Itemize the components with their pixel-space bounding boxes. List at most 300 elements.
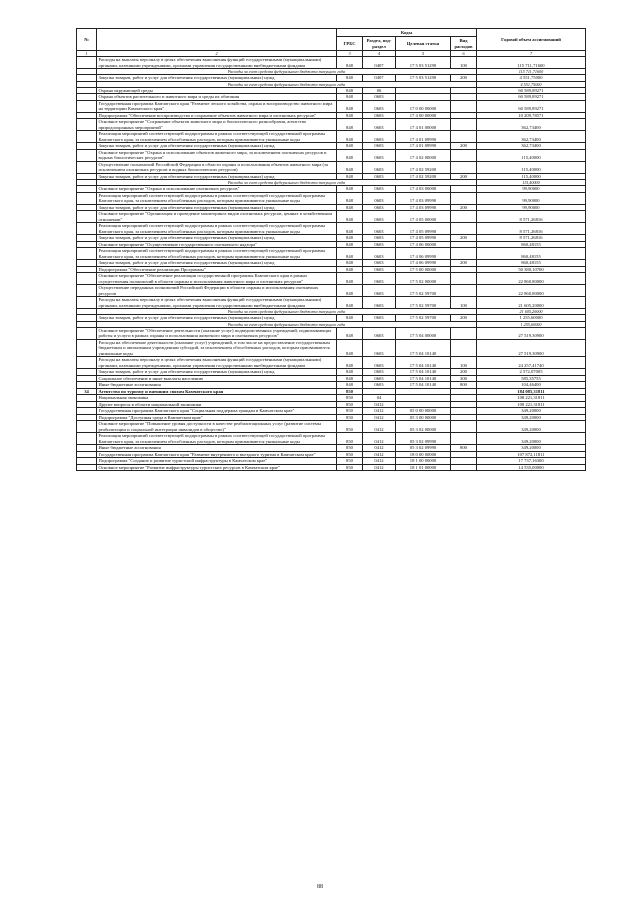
cell-number: [77, 433, 97, 445]
cell-razdel: 0603: [363, 94, 396, 101]
cell-name: Осуществление полномочий Российской Федерации в области охраны и использования объектов животного мира (за исключением охотничьих ресурсов и водных биологических ресурсов): [97, 161, 337, 173]
cell-grbs: 848: [337, 266, 363, 273]
cell-vr: 200: [451, 204, 477, 211]
cell-csr: 17 5 04 10140: [396, 339, 451, 357]
note-text: Расходы за счет средств федерального бюджета текущего года: [97, 81, 477, 87]
cell-amount: 21 605,20000: [477, 309, 586, 315]
header-sum: Годовой объем ассигнований: [477, 29, 586, 51]
cell-csr: 05 0 00 00000: [396, 408, 451, 415]
cell-grbs: 848: [337, 161, 363, 173]
cell-amount: 8 571,26816: [477, 235, 586, 242]
cell-grbs: 850: [337, 408, 363, 415]
cell-csr: 17 5 04 00000: [396, 327, 451, 339]
column-index: 4: [363, 51, 396, 57]
cell-amount: 22 860,80000: [477, 285, 586, 297]
cell-vr: [451, 248, 477, 260]
cell-name: Реализация мероприятий соответствующей подпрограммы в рамках соответствующей государственной программы Камчатского края, за исключением обособленных расходов, которым присваиваются уникальные коды: [97, 131, 337, 143]
cell-vr: 800: [451, 445, 477, 452]
cell-name: Расходы на выплаты персоналу в целях обеспечения выполнения функций государственными (муниципальными) органами, казенными учреждениями, органами управления государственными внебюджетными фондами: [97, 297, 337, 309]
column-index: 1: [77, 51, 97, 57]
cell-csr: 17 5 00 00000: [396, 266, 451, 273]
cell-csr: 17 5 04 10140: [396, 375, 451, 382]
cell-razdel: 0603: [363, 161, 396, 173]
page-number: 88: [317, 884, 323, 890]
cell-csr: 17 4 03 00000: [396, 186, 451, 193]
cell-grbs: 850: [337, 388, 363, 395]
cell-grbs: 850: [337, 414, 363, 421]
cell-razdel: 0603: [363, 223, 396, 235]
cell-number: [77, 211, 97, 223]
cell-name: Охрана окружающей среды: [97, 87, 337, 94]
cell-name: Реализация мероприятий соответствующей подпрограммы в рамках соответствующей государственной программы Камчатского края, за исключением обособленных расходов, которым присваиваются уникальные коды: [97, 248, 337, 260]
cell-name: Осуществление переданных полномочий Российской Федерации в области охраны и использования охотничьих ресурсов: [97, 285, 337, 297]
cell-csr: 17 4 00 00000: [396, 112, 451, 119]
cell-grbs: 848: [337, 192, 363, 204]
cell-grbs: 848: [337, 260, 363, 267]
cell-grbs: 848: [337, 297, 363, 309]
cell-name: Охрана объектов растительного и животного мира и среды их обитания: [97, 94, 337, 101]
cell-name: Агентство по туризму и внешним связям Камчатского края: [97, 388, 337, 395]
cell-grbs: 848: [337, 173, 363, 180]
cell-number: [77, 223, 97, 235]
cell-amount: 184 085,31811: [477, 388, 586, 395]
cell-amount: 104,46400: [477, 382, 586, 389]
cell-number: [77, 149, 97, 161]
cell-csr: 17 4 01 00000: [396, 119, 451, 131]
cell-vr: 200: [451, 143, 477, 150]
cell-grbs: 848: [337, 211, 363, 223]
cell-csr: 17 4 02 59200: [396, 173, 451, 180]
cell-grbs: 848: [337, 87, 363, 94]
cell-grbs: 848: [337, 204, 363, 211]
cell-amount: 860,48155: [477, 241, 586, 248]
cell-amount: 8 571,26816: [477, 211, 586, 223]
cell-grbs: 850: [337, 451, 363, 458]
table-row: [77, 297, 586, 309]
cell-amount: 108 221,31811: [477, 401, 586, 408]
cell-vr: [451, 119, 477, 131]
cell-amount: 2 572,07005: [477, 369, 586, 376]
table-row: [77, 100, 586, 112]
cell-name: Подпрограмма "Обеспечение реализации Программы": [97, 266, 337, 273]
cell-csr: 05 3 02 09990: [396, 445, 451, 452]
cell-amount: 362,73400: [477, 119, 586, 131]
cell-csr: 17 5 02 59700: [396, 315, 451, 322]
cell-csr: 17 4 05 09990: [396, 235, 451, 242]
cell-grbs: 848: [337, 369, 363, 376]
cell-csr: 17 4 05 00000: [396, 211, 451, 223]
cell-razdel: 0603: [363, 119, 396, 131]
cell-csr: 17 4 06 09990: [396, 260, 451, 267]
cell-razdel: 0603: [363, 266, 396, 273]
cell-name: Подпрограмма "Создание и развитие туристской инфраструктуры в Камчатском крае": [97, 458, 337, 465]
cell-amount: 60 589,89271: [477, 100, 586, 112]
cell-razdel: 0407: [363, 75, 396, 82]
cell-razdel: 0603: [363, 327, 396, 339]
cell-amount: 860,48155: [477, 248, 586, 260]
cell-grbs: 848: [337, 75, 363, 82]
cell-amount: 108 221,31811: [477, 395, 586, 402]
cell-number: [77, 421, 97, 433]
note-text: Расходы за счет средств федерального бюджета текущего года: [97, 321, 477, 327]
cell-razdel: 0603: [363, 375, 396, 382]
cell-name: Основное мероприятие "Повышение уровня доступности в качестве реабилитационных услуг (развитие системы реабилитации и социальной интеграции инвалидов в общество)": [97, 421, 337, 433]
cell-grbs: 850: [337, 464, 363, 471]
cell-number: [77, 339, 97, 357]
cell-vr: 300: [451, 375, 477, 382]
cell-razdel: 0603: [363, 248, 396, 260]
cell-amount: 349,20000: [477, 408, 586, 415]
cell-grbs: 848: [337, 241, 363, 248]
table-row: [77, 192, 586, 204]
document-page: [76, 28, 585, 471]
cell-csr: 05 3 02 09990: [396, 433, 451, 445]
cell-number: [77, 57, 97, 69]
table-row: [77, 357, 586, 369]
table-row: [77, 223, 586, 235]
table-row: [77, 285, 586, 297]
cell-name: Основное мероприятие "Сохранение объектов животного мира и биологического разнообразия, агентство природоохранных мероприятий": [97, 119, 337, 131]
cell-csr: 17 5 03 51290: [396, 75, 451, 82]
cell-razdel: 0412: [363, 401, 396, 408]
cell-name: Закупка товаров, работ и услуг для обеспечения государственных (муниципальных) нужд: [97, 235, 337, 242]
cell-amount: 99,90000: [477, 192, 586, 204]
cell-name: Основное мероприятие "Развитие инфраструктуры туристских ресурсов в Камчатском крае": [97, 464, 337, 471]
cell-csr: 17 4 03 09990: [396, 192, 451, 204]
cell-amount: 349,20000: [477, 421, 586, 433]
table-row: [77, 421, 586, 433]
cell-grbs: 850: [337, 458, 363, 465]
cell-grbs: 848: [337, 112, 363, 119]
cell-grbs: 848: [337, 100, 363, 112]
cell-razdel: 0603: [363, 149, 396, 161]
note-text: Расходы за счет средств федерального бюджета текущего года: [97, 69, 477, 75]
cell-number: 34: [77, 388, 97, 395]
cell-name: Иные бюджетные ассигнования: [97, 382, 337, 389]
cell-name: Закупка товаров, работ и услуг для обеспечения государственных (муниципальных) нужд: [97, 315, 337, 322]
cell-amount: 115,40000: [477, 180, 586, 186]
cell-razdel: 0412: [363, 433, 396, 445]
table-row: [77, 131, 586, 143]
cell-razdel: 0603: [363, 112, 396, 119]
cell-amount: 362,73400: [477, 143, 586, 150]
cell-grbs: 848: [337, 235, 363, 242]
cell-name: Государственная программа Камчатского края "Социальная поддержка граждан в Камчатском крае": [97, 408, 337, 415]
cell-number: [77, 131, 97, 143]
cell-amount: 50 380,10700: [477, 266, 586, 273]
cell-amount: 362,73400: [477, 131, 586, 143]
cell-csr: 17 5 04 10140: [396, 357, 451, 369]
cell-number: [77, 248, 97, 260]
cell-name: Расходы на обеспечение деятельности (оказание услуг) учреждений, в том числе на предоставление государственным бюджетным и автономным учреждениям субсидий, за исключением обособленных расходов, которым присваиваются уникальные коды: [97, 339, 337, 357]
cell-vr: [451, 421, 477, 433]
cell-razdel: 0603: [363, 369, 396, 376]
cell-vr: 200: [451, 315, 477, 322]
cell-razdel: 0603: [363, 315, 396, 322]
cell-csr: 17 4 05 09990: [396, 223, 451, 235]
cell-razdel: 0603: [363, 260, 396, 267]
cell-amount: 1 255,60000: [477, 321, 586, 327]
table-row: [77, 273, 586, 285]
cell-csr: 18 0 00 00000: [396, 451, 451, 458]
cell-grbs: 850: [337, 421, 363, 433]
cell-vr: 200: [451, 75, 477, 82]
cell-vr: [451, 464, 477, 471]
column-index: 7: [477, 51, 586, 57]
cell-amount: 107 872,11811: [477, 451, 586, 458]
cell-amount: 115,40000: [477, 161, 586, 173]
cell-vr: [451, 149, 477, 161]
cell-razdel: 06: [363, 87, 396, 94]
cell-name: Закупка товаров, работ и услуг для обеспечения государственных (муниципальных) нужд: [97, 260, 337, 267]
cell-amount: 115 711,71600: [477, 57, 586, 69]
header-razdel: Раздел, под-раздел: [363, 37, 396, 51]
cell-name: Государственная программа Камчатского края "Развитие лесного хозяйства, охрана и воспроизводство животного мира на территории Камчатского края": [97, 100, 337, 112]
cell-razdel: 0603: [363, 241, 396, 248]
header-grbs: ГРБС: [337, 37, 363, 51]
cell-amount: 10 209,78571: [477, 112, 586, 119]
cell-amount: 1 255,60000: [477, 315, 586, 322]
header-name: [97, 29, 337, 51]
cell-razdel: 0603: [363, 173, 396, 180]
note-text: Расходы за счет средств федерального бюджета текущего года: [97, 180, 477, 186]
cell-name: Другие вопросы в области национальной экономики: [97, 401, 337, 408]
header-vr: Вид расходов: [451, 37, 477, 51]
cell-vr: 100: [451, 357, 477, 369]
cell-grbs: 848: [337, 327, 363, 339]
cell-name: Основное мероприятие "Осуществление государственного охотничьего надзора": [97, 241, 337, 248]
cell-grbs: 848: [337, 382, 363, 389]
cell-vr: 200: [451, 369, 477, 376]
cell-name: Основное мероприятие "Обеспечение реализации государственной программы Камчатского края в рамках осуществления полномочий в области охраны и использования животного мира и охотничьих ресурсов": [97, 273, 337, 285]
cell-number: [77, 100, 97, 112]
table-row: [77, 211, 586, 223]
cell-amount: 24 257,41740: [477, 357, 586, 369]
cell-csr: 17 4 01 09990: [396, 143, 451, 150]
cell-razdel: 0603: [363, 285, 396, 297]
cell-grbs: 850: [337, 445, 363, 452]
cell-number: [77, 327, 97, 339]
table-row: [77, 149, 586, 161]
cell-name: Основное мероприятие "Обеспечение деятельности (оказание услуг) подведомственных учреждений, подвизывающих работы и услуги в рамках охраны и использования животного мира и охотничьих ресурсов": [97, 327, 337, 339]
cell-csr: 17 5 02 59700: [396, 285, 451, 297]
cell-amount: 8 571,26816: [477, 223, 586, 235]
cell-name: Закупка товаров, работ и услуг для обеспечения государственных (муниципальных) нужд: [97, 75, 337, 82]
cell-amount: 60 589,89271: [477, 94, 586, 101]
cell-name: Реализация мероприятий соответствующей подпрограммы в рамках соответствующей государственной программы Камчатского края, за исключением обособленных расходов, которым присваиваются уникальные коды: [97, 223, 337, 235]
cell-amount: 99,90000: [477, 204, 586, 211]
cell-number: [77, 273, 97, 285]
cell-number: [77, 357, 97, 369]
cell-grbs: 850: [337, 401, 363, 408]
cell-razdel: 0603: [363, 297, 396, 309]
cell-amount: 60 589,89271: [477, 87, 586, 94]
cell-vr: 800: [451, 382, 477, 389]
cell-name: Подпрограмма "Доступная среда в Камчатском крае": [97, 414, 337, 421]
cell-razdel: 0603: [363, 204, 396, 211]
cell-razdel: 0603: [363, 382, 396, 389]
cell-vr: [451, 223, 477, 235]
cell-amount: 27 519,30900: [477, 339, 586, 357]
cell-vr: [451, 327, 477, 339]
cell-name: Закупка товаров, работ и услуг для обеспечения государственных (муниципальных) нужд: [97, 204, 337, 211]
cell-amount: 21 605,20000: [477, 297, 586, 309]
cell-razdel: 0603: [363, 357, 396, 369]
cell-razdel: 0603: [363, 131, 396, 143]
cell-vr: [451, 339, 477, 357]
table-row: [77, 433, 586, 445]
cell-amount: 115,40000: [477, 149, 586, 161]
column-index: 6: [451, 51, 477, 57]
table-row: [77, 327, 586, 339]
cell-csr: 17 4 06 09990: [396, 248, 451, 260]
budget-table: [76, 28, 586, 471]
cell-vr: [451, 161, 477, 173]
cell-csr: 17 4 06 00000: [396, 241, 451, 248]
table-header: [77, 29, 586, 57]
column-index: 5: [396, 51, 451, 57]
cell-name: Подпрограмма "Обеспечение воспроизводства и сохранение объектов животного мира и охотничьих ресурсов": [97, 112, 337, 119]
cell-grbs: 848: [337, 339, 363, 357]
cell-grbs: 848: [337, 186, 363, 193]
cell-amount: 4 551,75000: [477, 75, 586, 82]
cell-amount: 4 551,75000: [477, 81, 586, 87]
cell-name: Закупка товаров, работ и услуг для обеспечения государственных (муниципальных) нужд: [97, 143, 337, 150]
column-index: 2: [97, 51, 337, 57]
table-row: [77, 161, 586, 173]
cell-grbs: 848: [337, 149, 363, 161]
cell-csr: 18 1 01 00000: [396, 464, 451, 471]
cell-grbs: 848: [337, 131, 363, 143]
cell-name: Закупка товаров, работ и услуг для обеспечения государственных (муниципальных) нужд: [97, 173, 337, 180]
cell-razdel: 0407: [363, 57, 396, 69]
header-num: №: [77, 29, 97, 51]
cell-name: Расходы на выплаты персоналу в целях обеспечения выполнения функций государственными (муниципальными) органами, казенными учреждениями, органами управления государственными внебюджетными фондами: [97, 57, 337, 69]
cell-csr: 17 0 00 00000: [396, 100, 451, 112]
cell-razdel: 04: [363, 395, 396, 402]
cell-vr: 200: [451, 235, 477, 242]
cell-amount: 349,20000: [477, 433, 586, 445]
cell-name: Закупка товаров, работ и услуг для обеспечения государственных (муниципальных) нужд: [97, 369, 337, 376]
cell-razdel: 0412: [363, 458, 396, 465]
cell-razdel: 0412: [363, 408, 396, 415]
cell-name: Основное мероприятие "Охрана и использование объектов животного мира, за исключением охотничьих ресурсов и водных биологических ресурсов": [97, 149, 337, 161]
cell-razdel: 0603: [363, 211, 396, 223]
column-index: 3: [337, 51, 363, 57]
cell-amount: 860,48155: [477, 260, 586, 267]
cell-vr: [451, 285, 477, 297]
cell-name: Расходы на выплаты персоналу в целях обеспечения выполнения функций государственными (муниципальными) органами, казенными учреждениями, органами управления государственными внебюджетными фондами: [97, 357, 337, 369]
cell-grbs: 850: [337, 395, 363, 402]
cell-vr: 200: [451, 173, 477, 180]
cell-amount: 14 535,00000: [477, 464, 586, 471]
cell-name: Социальное обеспечение и иные выплаты населению: [97, 375, 337, 382]
cell-csr: 17 4 01 09990: [396, 131, 451, 143]
cell-name: Иные бюджетные ассигнования: [97, 445, 337, 452]
cell-vr: [451, 433, 477, 445]
cell-vr: [451, 273, 477, 285]
cell-amount: 17 737,16300: [477, 458, 586, 465]
cell-grbs: 848: [337, 143, 363, 150]
cell-razdel: 0603: [363, 235, 396, 242]
cell-name: Национальная экономика: [97, 395, 337, 402]
table-row: [77, 464, 586, 471]
table-row: [77, 339, 586, 357]
cell-amount: 27 519,30900: [477, 327, 586, 339]
header-csr: Целевая статья: [396, 37, 451, 51]
cell-vr: 200: [451, 260, 477, 267]
cell-grbs: 848: [337, 375, 363, 382]
cell-razdel: 0412: [363, 421, 396, 433]
header-codes: Коды: [337, 29, 477, 37]
cell-name: Реализация мероприятий соответствующей подпрограммы в рамках соответствующей государственной программы Камчатского края, за исключением обособленных расходов, которым присваиваются уникальные коды: [97, 433, 337, 445]
cell-csr: 05 3 00 00000: [396, 414, 451, 421]
cell-csr: 18 1 00 00000: [396, 458, 451, 465]
cell-razdel: 0603: [363, 100, 396, 112]
cell-csr: 17 5 04 10140: [396, 382, 451, 389]
cell-razdel: 0603: [363, 192, 396, 204]
note-text: Расходы за счет средств федерального бюджета текущего года: [97, 309, 477, 315]
cell-grbs: 848: [337, 285, 363, 297]
cell-csr: 17 5 02 59700: [396, 297, 451, 309]
cell-name: Основное мероприятие "Охрана и использование охотничьих ресурсов": [97, 186, 337, 193]
table-row: [77, 57, 586, 69]
cell-razdel: 0412: [363, 464, 396, 471]
cell-grbs: 848: [337, 273, 363, 285]
cell-razdel: 0603: [363, 143, 396, 150]
cell-grbs: 848: [337, 315, 363, 322]
cell-razdel: 0412: [363, 445, 396, 452]
cell-csr: 17 5 03 51290: [396, 57, 451, 69]
cell-grbs: 848: [337, 94, 363, 101]
cell-razdel: 0603: [363, 186, 396, 193]
cell-razdel: 0603: [363, 339, 396, 357]
cell-number: [77, 192, 97, 204]
cell-vr: [451, 100, 477, 112]
cell-vr: [451, 192, 477, 204]
cell-number: [77, 119, 97, 131]
cell-csr: 17 5 04 10140: [396, 369, 451, 376]
cell-grbs: 850: [337, 433, 363, 445]
cell-csr: 17 5 02 00000: [396, 273, 451, 285]
cell-number: [77, 161, 97, 173]
cell-vr: 100: [451, 57, 477, 69]
cell-name: Реализация мероприятий соответствующей подпрограммы в рамках соответствующей государственной программы Камчатского края, за исключением обособленных расходов, которым присваиваются уникальные коды: [97, 192, 337, 204]
cell-razdel: 0412: [363, 451, 396, 458]
table-row: [77, 248, 586, 260]
cell-amount: 115,40000: [477, 173, 586, 180]
cell-csr: 17 4 02 00000: [396, 149, 451, 161]
cell-number: [77, 297, 97, 309]
cell-razdel: 0603: [363, 273, 396, 285]
cell-vr: [451, 211, 477, 223]
cell-grbs: 848: [337, 248, 363, 260]
cell-number: [77, 464, 97, 471]
cell-grbs: 848: [337, 119, 363, 131]
cell-csr: 17 4 02 59200: [396, 161, 451, 173]
cell-grbs: 848: [337, 57, 363, 69]
cell-csr: 17 4 03 09990: [396, 204, 451, 211]
cell-name: Государственная программа Камчатского края "Развитие внутреннего и въездного туризма в Камчатском крае": [97, 451, 337, 458]
cell-name: Основное мероприятие "Организация и проведение мониторинга видов охотничьих ресурсов, ценных в хозяйственном отношении": [97, 211, 337, 223]
cell-vr: [451, 131, 477, 143]
cell-amount: 585,35755: [477, 375, 586, 382]
cell-csr: 05 3 02 00000: [396, 421, 451, 433]
cell-amount: 99,90000: [477, 186, 586, 193]
cell-grbs: 848: [337, 223, 363, 235]
cell-vr: 100: [451, 297, 477, 309]
cell-amount: 349,20000: [477, 414, 586, 421]
